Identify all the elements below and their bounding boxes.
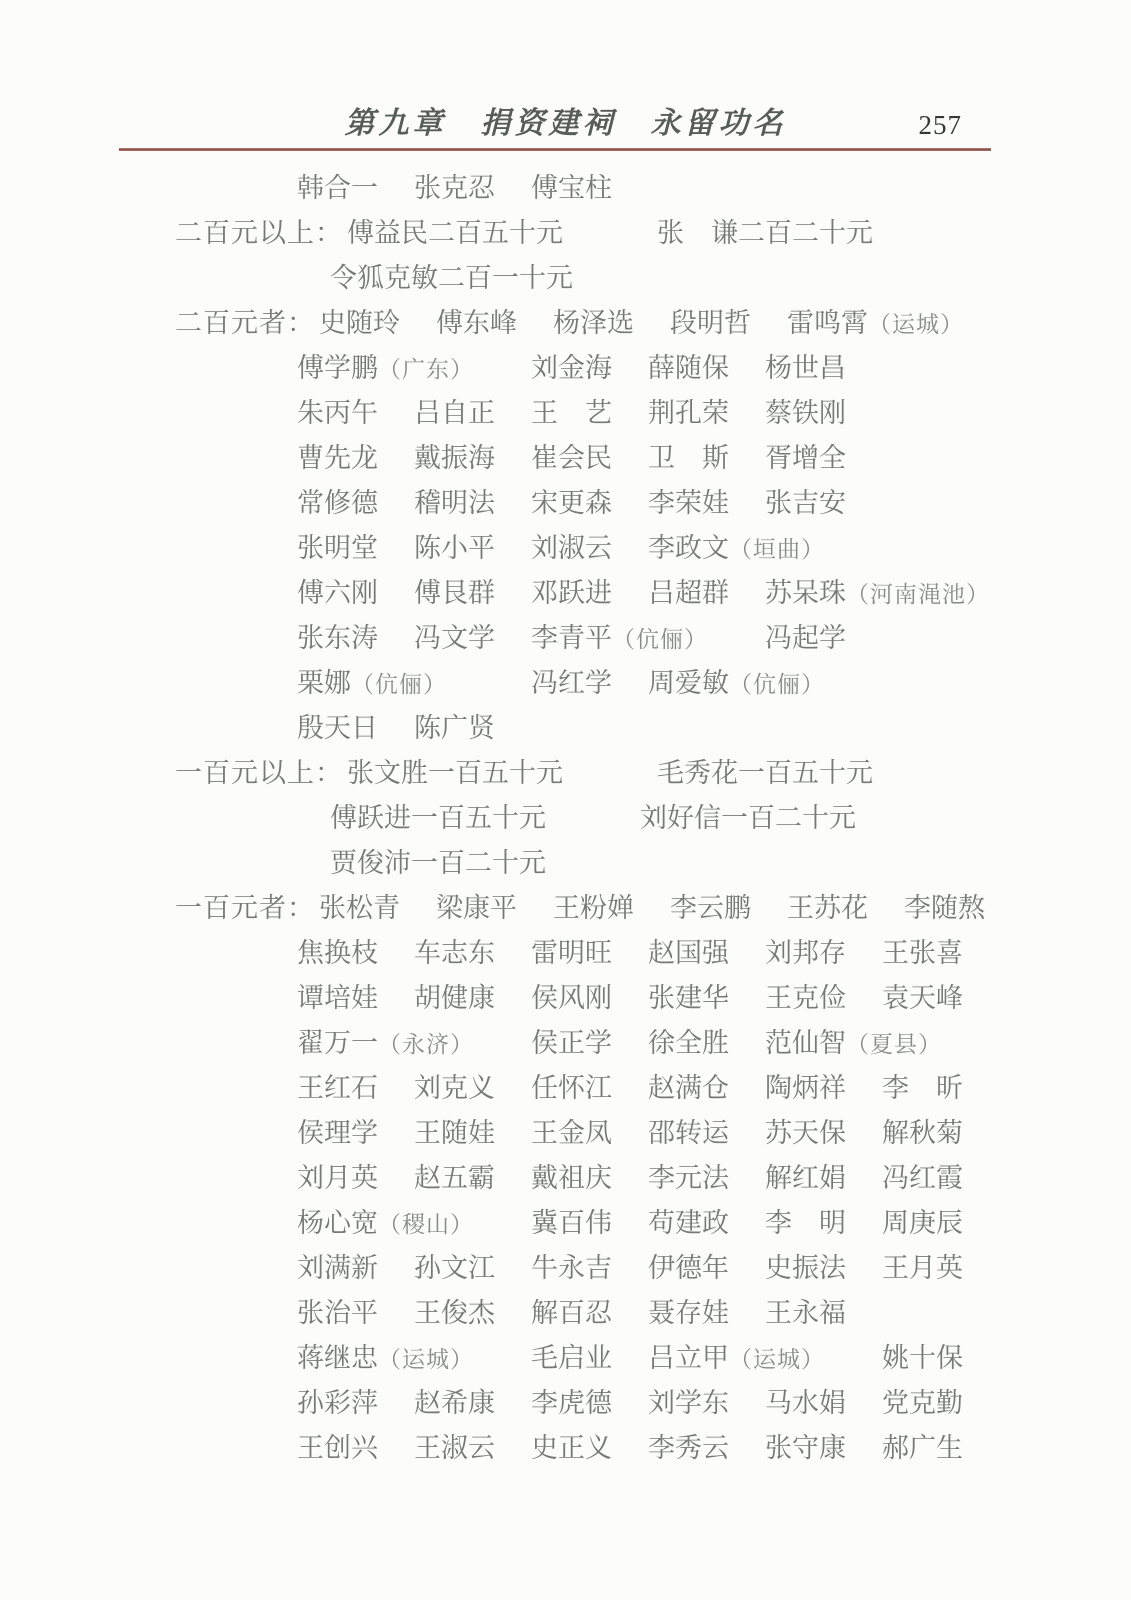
donor-name: 谭培娃 — [297, 983, 378, 1013]
donation-entry: 令狐克敏二百一十元 — [330, 263, 573, 293]
donor-name: 焦换枝 — [297, 938, 378, 968]
donor-name: 胡健康 — [414, 983, 495, 1013]
donor-name: 王俊杰 — [414, 1298, 495, 1328]
donor-name: 王红石 — [297, 1073, 378, 1103]
donor-name: 袁天峰 — [882, 983, 963, 1013]
donor-name: 王随娃 — [414, 1118, 495, 1148]
donor-name: 苏呆珠（河南渑池） — [765, 578, 990, 608]
donor-name: 冯红霞 — [882, 1163, 963, 1193]
donor-name: 傅宝柱 — [531, 173, 612, 203]
donor-name: 曹先龙 — [297, 443, 378, 473]
donor-name: 吕立甲（运城） — [648, 1343, 825, 1373]
donor-name: 王创兴 — [297, 1433, 378, 1463]
donor-name: 戴振海 — [414, 443, 495, 473]
location-annotation: （广东） — [378, 357, 474, 382]
donor-name: 王克俭 — [765, 983, 846, 1013]
donor-name: 崔会民 — [531, 443, 612, 473]
donor-name: 宋更森 — [531, 488, 612, 518]
donor-name: 吕超群 — [648, 578, 729, 608]
donor-name: 史振法 — [765, 1253, 846, 1283]
donor-name: 戴祖庆 — [531, 1163, 612, 1193]
donor-name: 傅东峰 — [436, 308, 517, 338]
donor-row — [0, 208, 1131, 253]
donor-name: 王淑云 — [414, 1433, 495, 1463]
donation-entry: 刘好信一百二十元 — [640, 803, 856, 833]
donation-entry: 张文胜一百五十元 — [347, 758, 563, 788]
donor-name: 王张喜 — [882, 938, 963, 968]
donor-name: 李随熬 — [904, 893, 985, 923]
donor-name: 雷鸣霄（运城） — [787, 308, 964, 338]
donor-name: 刘学东 — [648, 1388, 729, 1418]
donor-row — [0, 973, 1131, 1018]
donor-row — [0, 433, 1131, 478]
donor-name: 李荣娃 — [648, 488, 729, 518]
donor-name: 张守康 — [765, 1433, 846, 1463]
donor-name: 傅六刚 — [297, 578, 378, 608]
donor-name: 毛启业 — [531, 1343, 612, 1373]
donor-name: 刘邦存 — [765, 938, 846, 968]
donor-list — [0, 163, 1131, 1468]
donor-name: 翟万一（永济） — [297, 1028, 474, 1058]
donor-name: 苏天保 — [765, 1118, 846, 1148]
donor-name: 殷天日 — [297, 713, 378, 743]
location-annotation: （夏县） — [846, 1032, 942, 1057]
donor-name: 张松青 — [319, 893, 400, 923]
location-annotation: （垣曲） — [729, 537, 825, 562]
donor-name: 杨世昌 — [765, 353, 846, 383]
donor-name: 姚十保 — [882, 1343, 963, 1373]
donor-name: 傅学鹏（广东） — [297, 353, 474, 383]
donor-name: 冀百伟 — [531, 1208, 612, 1238]
donor-name: 冯起学 — [765, 623, 846, 653]
donor-row — [0, 1333, 1131, 1378]
donor-name: 邵转运 — [648, 1118, 729, 1148]
header-rule — [119, 148, 991, 151]
donor-row — [0, 1243, 1131, 1288]
donor-name: 张克忍 — [414, 173, 495, 203]
donor-row — [0, 1288, 1131, 1333]
donor-name: 解秋菊 — [882, 1118, 963, 1148]
donor-row — [0, 703, 1131, 748]
donor-name: 张吉安 — [765, 488, 846, 518]
donor-name: 朱丙午 — [297, 398, 378, 428]
donor-name: 侯正学 — [531, 1028, 612, 1058]
donor-row — [0, 613, 1131, 658]
donor-name: 段明哲 — [670, 308, 751, 338]
donation-entry: 傅跃进一百五十元 — [330, 803, 546, 833]
donor-name: 牛永吉 — [531, 1253, 612, 1283]
donor-name: 韩合一 — [297, 173, 378, 203]
donor-name: 栗娜（伉俪） — [297, 668, 447, 698]
location-annotation: （永济） — [378, 1032, 474, 1057]
donor-name: 王永福 — [765, 1298, 846, 1328]
donor-name: 苟建政 — [648, 1208, 729, 1238]
donor-name: 王金凤 — [531, 1118, 612, 1148]
donor-row — [0, 883, 1131, 928]
donor-name: 郝广生 — [882, 1433, 963, 1463]
donor-row — [0, 298, 1131, 343]
tier-label: 一百元以上： — [175, 758, 343, 788]
donor-name: 史随玲 — [319, 308, 400, 338]
tier-label: 一百元者： — [175, 893, 315, 923]
donor-name: 李 明 — [765, 1208, 846, 1238]
donor-name: 张建华 — [648, 983, 729, 1013]
tier-label: 二百元者： — [175, 308, 315, 338]
donor-row — [0, 1108, 1131, 1153]
donor-row — [0, 1018, 1131, 1063]
donor-row — [0, 793, 1131, 838]
location-annotation: （运城） — [868, 312, 964, 337]
donor-name: 薛随保 — [648, 353, 729, 383]
donor-row — [0, 1153, 1131, 1198]
donor-name: 刘满新 — [297, 1253, 378, 1283]
donor-name: 稽明法 — [414, 488, 495, 518]
donor-name: 蔡铁刚 — [765, 398, 846, 428]
donor-name: 卫 斯 — [648, 443, 729, 473]
donor-row — [0, 1198, 1131, 1243]
donor-name: 李云鹏 — [670, 893, 751, 923]
donor-name: 聂存娃 — [648, 1298, 729, 1328]
donor-name: 马水娟 — [765, 1388, 846, 1418]
donor-name: 陈小平 — [414, 533, 495, 563]
donor-name: 刘金海 — [531, 353, 612, 383]
donor-name: 侯理学 — [297, 1118, 378, 1148]
donor-name: 李青平（伉俪） — [531, 623, 708, 653]
donor-name: 刘淑云 — [531, 533, 612, 563]
donor-name: 解百忍 — [531, 1298, 612, 1328]
donation-entry: 傅益民二百五十元 — [347, 218, 563, 248]
location-annotation: （稷山） — [378, 1212, 474, 1237]
donor-name: 伊德年 — [648, 1253, 729, 1283]
donor-name: 赵五霸 — [414, 1163, 495, 1193]
chapter-title: 第九章 捐资建祠 永留功名 — [344, 107, 787, 140]
donor-row — [0, 388, 1131, 433]
location-annotation: （运城） — [378, 1347, 474, 1372]
donation-entry: 毛秀花一百五十元 — [657, 758, 873, 788]
donor-name: 徐全胜 — [648, 1028, 729, 1058]
donor-row — [0, 568, 1131, 613]
donor-row — [0, 523, 1131, 568]
page-number: 257 — [918, 110, 962, 140]
tier-label: 二百元以上： — [175, 218, 343, 248]
donor-row — [0, 253, 1131, 298]
donor-row — [0, 748, 1131, 793]
donation-entry: 张 谦二百二十元 — [657, 218, 873, 248]
donor-row — [0, 163, 1131, 208]
donor-name: 王苏花 — [787, 893, 868, 923]
donor-row — [0, 478, 1131, 523]
donor-name: 李元法 — [648, 1163, 729, 1193]
donor-name: 赵国强 — [648, 938, 729, 968]
donor-name: 孙文江 — [414, 1253, 495, 1283]
location-annotation: （伉俪） — [351, 672, 447, 697]
donor-row — [0, 1423, 1131, 1468]
donor-name: 赵希康 — [414, 1388, 495, 1418]
donor-name: 吕自正 — [414, 398, 495, 428]
donor-name: 张治平 — [297, 1298, 378, 1328]
donor-name: 蒋继忠（运城） — [297, 1343, 474, 1373]
donor-name: 冯文学 — [414, 623, 495, 653]
donor-name: 常修德 — [297, 488, 378, 518]
location-annotation: （河南渑池） — [846, 582, 990, 607]
donor-name: 胥增全 — [765, 443, 846, 473]
donor-row — [0, 1063, 1131, 1108]
donor-name: 侯风刚 — [531, 983, 612, 1013]
donor-name: 任怀江 — [531, 1073, 612, 1103]
donor-name: 杨心宽（稷山） — [297, 1208, 474, 1238]
donor-name: 冯红学 — [531, 668, 612, 698]
donor-name: 史正义 — [531, 1433, 612, 1463]
donor-name: 车志东 — [414, 938, 495, 968]
location-annotation: （伉俪） — [729, 672, 825, 697]
donor-name: 陈广贤 — [414, 713, 495, 743]
donor-row — [0, 658, 1131, 703]
donor-name: 荆孔荣 — [648, 398, 729, 428]
donor-name: 解红娟 — [765, 1163, 846, 1193]
donor-name: 王 艺 — [531, 398, 612, 428]
donor-name: 周爱敏（伉俪） — [648, 668, 825, 698]
donor-name: 刘克义 — [414, 1073, 495, 1103]
donor-name: 李秀云 — [648, 1433, 729, 1463]
donor-name: 杨泽选 — [553, 308, 634, 338]
donor-name: 党克勤 — [882, 1388, 963, 1418]
donor-row — [0, 343, 1131, 388]
donor-name: 张明堂 — [297, 533, 378, 563]
donor-name: 范仙智（夏县） — [765, 1028, 942, 1058]
donor-name: 雷明旺 — [531, 938, 612, 968]
donor-name: 傅艮群 — [414, 578, 495, 608]
donor-row — [0, 1378, 1131, 1423]
donor-row — [0, 838, 1131, 883]
donor-name: 陶炳祥 — [765, 1073, 846, 1103]
location-annotation: （伉俪） — [612, 627, 708, 652]
donor-name: 赵满仓 — [648, 1073, 729, 1103]
donor-name: 周庚辰 — [882, 1208, 963, 1238]
donor-name: 梁康平 — [436, 893, 517, 923]
donor-name: 李政文（垣曲） — [648, 533, 825, 563]
donor-name: 李 昕 — [882, 1073, 963, 1103]
donor-name: 邓跃进 — [531, 578, 612, 608]
donor-name: 刘月英 — [297, 1163, 378, 1193]
donor-name: 李虎德 — [531, 1388, 612, 1418]
donor-name: 王月英 — [882, 1253, 963, 1283]
donor-name: 王粉婵 — [553, 893, 634, 923]
donor-name: 孙彩萍 — [297, 1388, 378, 1418]
donor-row — [0, 928, 1131, 973]
donor-name: 张东涛 — [297, 623, 378, 653]
donation-entry: 贾俊沛一百二十元 — [330, 848, 546, 878]
location-annotation: （运城） — [729, 1347, 825, 1372]
